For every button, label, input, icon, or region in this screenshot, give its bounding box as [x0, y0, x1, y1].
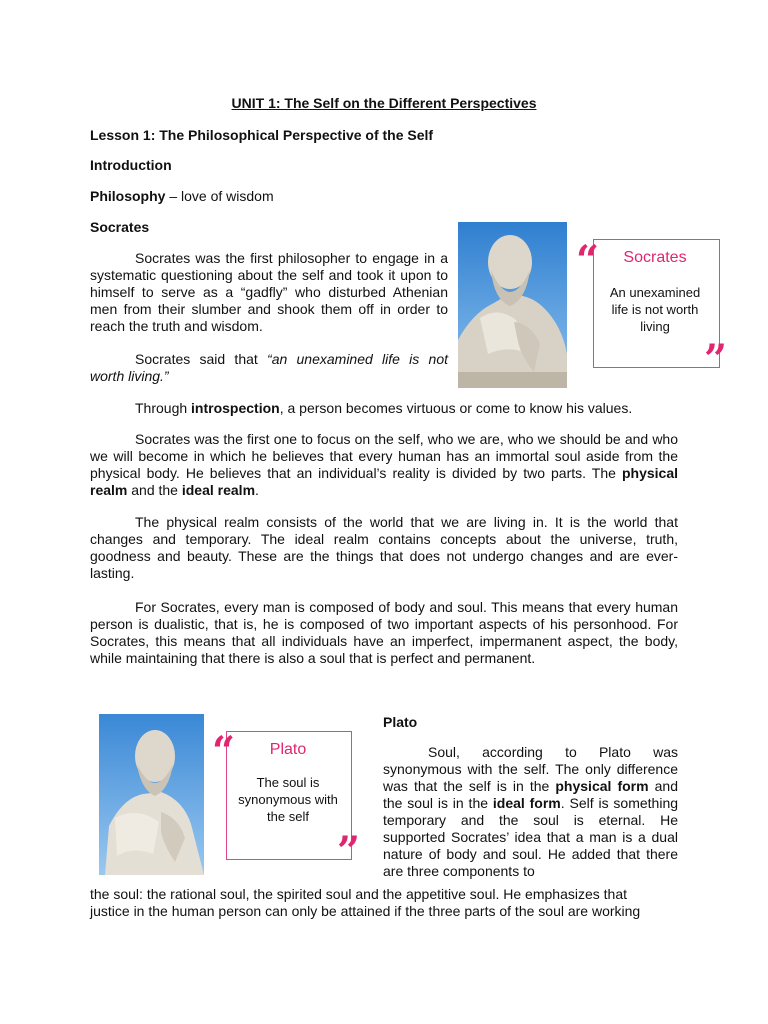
plato-text-d: . Self is something temporary and the soul is eternal. He supported Socrates’ idea that a man is a dual nature of body and soul. He added that there are three components to: [383, 795, 679, 879]
realms-text: Socrates was the first one to focus on the self, who we are, who we should be and who we will become in which he believes that every human has an immortal soul aside from the physical body. He believes that an individual’s reality is divided by two parts. The: [90, 431, 678, 481]
philosophy-meaning: – love of wisdom: [165, 188, 274, 204]
socrates-statue-image: [458, 222, 567, 388]
socrates-paragraph-6: For Socrates, every man is composed of body and soul. This means that every human person is dualistic, that is, he is composed of two important aspects of his personhood. For Socrates, this means that all individuals have an imperfect, impermanent aspect, the body, while maintaining that there is also a soul that is perfect and permanent.: [90, 599, 678, 666]
open-quote-icon: “: [576, 237, 600, 284]
socrates-paragraph-2: [90, 351, 448, 385]
introspection-term: introspection: [191, 400, 280, 416]
plato-text-a: Soul, according to Plato was synonymous with the self. The only difference was that the self is in the: [383, 744, 678, 794]
plato-heading: Plato: [383, 714, 418, 730]
plato-paragraph-line-1: the soul: the rational soul, the spirited soul and the appetitive soul. He emphasizes that: [90, 886, 627, 902]
lesson-title: Lesson 1: The Philosophical Perspective of the Self: [90, 127, 434, 143]
philosophy-definition: [90, 188, 274, 205]
introspection-after: , a person becomes virtuous or come to know his values.: [279, 400, 633, 416]
open-quote-icon: “: [212, 728, 236, 775]
introduction-heading: Introduction: [90, 157, 172, 173]
socrates-paragraph-5: The physical realm consists of the world that we are living in. It is the world that changes and temporary. The ideal realm contains concepts about the universe, truth, goodness and beauty. These are the things that does not undergo changes and are ever-lasting.: [90, 514, 678, 581]
physical-realm-term: physical realm: [90, 465, 678, 498]
ideal-realm-term: ideal realm: [181, 482, 256, 498]
close-quote-icon: ”: [337, 828, 361, 875]
plato-text-c: and the soul is in the: [383, 778, 678, 811]
socrates-quote-text: An unexamined life is not worth living: [609, 285, 701, 334]
socrates-quote-name: Socrates: [623, 249, 687, 266]
socrates-quote: “an unexamined life is not worth living.”: [90, 351, 448, 384]
plato-quote-name: Plato: [269, 741, 307, 758]
plato-quote-text: The soul is synonymous with the self: [238, 775, 338, 824]
plato-paragraph-line-2: justice in the human person can only be attained if the three parts of the soul are working: [90, 903, 641, 919]
philosophy-term: Philosophy: [90, 188, 166, 204]
introspection-paragraph: [90, 400, 678, 417]
socrates-quote-intro: Socrates said that: [135, 351, 268, 367]
socrates-paragraph-4: [90, 431, 678, 499]
ideal-form-term: ideal form: [492, 795, 561, 811]
realms-conjunction: and the: [127, 482, 182, 498]
plato-statue-image: [99, 714, 204, 875]
realms-period: .: [255, 482, 259, 498]
introspection-before: Through: [135, 400, 192, 416]
socrates-paragraph-1: Socrates was the first philosopher to engage in a systematic questioning about the self and took it upon to himself to serve as a “gadfly” who disturbed Athenian men from their slumber and shook them off in order to reach the truth and wisdom.: [90, 250, 448, 334]
plato-paragraph-1: [383, 744, 678, 880]
physical-form-term: physical form: [555, 778, 649, 794]
unit-title: UNIT 1: The Self on the Different Perspectives: [231, 95, 537, 111]
close-quote-icon: ”: [704, 336, 728, 383]
socrates-heading: Socrates: [90, 219, 150, 235]
